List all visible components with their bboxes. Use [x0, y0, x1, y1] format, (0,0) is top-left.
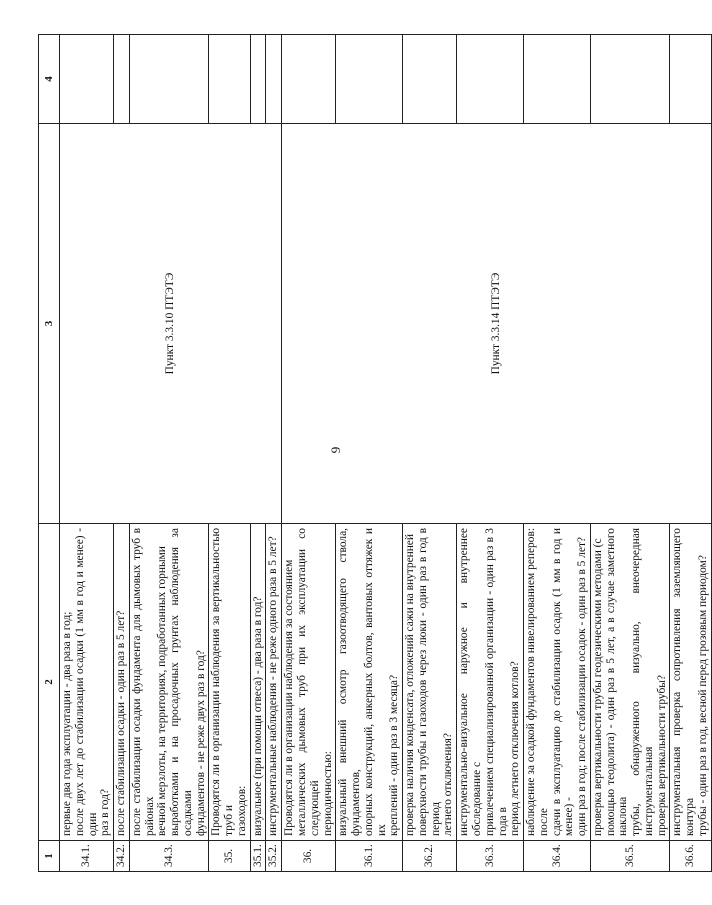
desc-line: один раз в год; после стабилизации осадок - один раз в 5 лет? [576, 537, 589, 836]
desc-line: инструментальные наблюдения - не реже одного раза в 5 лет? [267, 536, 280, 836]
desc-line: визуальный внешний осмотр газоотводящего ствола, фундаментов, [337, 528, 363, 836]
row-number: 34.1. [60, 841, 114, 872]
row-description [524, 524, 591, 841]
row-description [250, 524, 266, 841]
desc-line: после стабилизации осадки фундамента для дымовых труб в районах [130, 528, 156, 836]
desc-line: инструментальная проверка сопротивления заземляющего контура [671, 528, 697, 836]
desc-line: проверка наличия конденсата, отложений сажи на внутренней [404, 534, 417, 836]
table-row [60, 35, 114, 872]
reference-text: Пункт 3.3.14 ПТЭТЭ [490, 272, 503, 375]
col4-cell [250, 35, 266, 124]
desc-line: металлических дымовых труб при их эксплуатации со следующей [296, 528, 321, 836]
rotated-table-container [38, 35, 709, 872]
desc-line: вечной мерзлоты, на территориях, подработанных горными [156, 546, 169, 836]
desc-line: раз в год? [99, 789, 112, 836]
row-number: 35.1. [250, 841, 266, 872]
row-number: 35. [209, 841, 250, 872]
desc-line: трубы, обнаруженного визуально, внеочередная инструментальная [630, 528, 655, 836]
col4-cell [524, 35, 591, 124]
desc-line: выработками и на просадочных грунтах наблюдения за осадками [169, 528, 194, 836]
desc-line: летнего отключения? [442, 733, 455, 836]
col4-cell [129, 35, 209, 124]
desc-line: газоходов: [235, 785, 248, 836]
row-number: 36.2. [403, 841, 457, 872]
desc-line: Проводятся ли в организации наблюдения за состоянием [283, 559, 296, 836]
row-number: 36.1. [336, 841, 403, 872]
desc-line: сдачи в эксплуатацию до стабилизации осадок (1 мм в год и менее) - [550, 528, 576, 836]
col4-cell [114, 35, 130, 124]
col4-cell [670, 35, 711, 124]
desc-line: помощью теодолита) - один раз в 5 лет, а в случае заметного наклона [604, 528, 630, 836]
inspection-table [38, 34, 712, 872]
desc-line: проверка вертикальности трубы? [655, 675, 668, 836]
desc-line: наблюдение за осадкой фундаментов нивелированием реперов: после [525, 528, 550, 836]
row-number: 35.2. [266, 841, 282, 872]
reference-cell [60, 124, 282, 524]
row-description [670, 524, 711, 841]
desc-line: периодичностью: [321, 751, 334, 836]
page-number: 9 [328, 446, 343, 454]
desc-line: после двух лет до стабилизации осадки (1 мм в год и менее) - один [73, 528, 99, 836]
row-description [60, 524, 114, 841]
row-description [590, 524, 670, 841]
row-number: 36.4. [524, 841, 591, 872]
row-description [336, 524, 403, 841]
desc-line: креплений - один раз в 3 месяца? [388, 674, 401, 836]
col4-cell [336, 35, 403, 124]
row-description [457, 524, 524, 841]
row-number: 34.2. [114, 841, 130, 872]
row-number: 34.3. [129, 841, 209, 872]
col4-cell [266, 35, 282, 124]
col4-cell [590, 35, 670, 124]
col4-cell [60, 35, 114, 124]
row-number: 36. [282, 841, 336, 872]
desc-line: Проводятся ли в организации наблюдения за вертикальностью труб и [210, 528, 236, 836]
row-description [282, 524, 336, 841]
desc-line: проверка вертикальности трубы геодезическими методами (с [591, 538, 604, 836]
col4-cell [403, 35, 457, 124]
desc-line: фундаментов - не реже двух раз в год? [194, 650, 207, 836]
desc-line: период летнего отключения котлов? [509, 661, 522, 836]
row-description [129, 524, 209, 841]
reference-cell [282, 124, 712, 524]
desc-line: первые два года эксплуатации - два раза в год; [61, 611, 73, 836]
reference-text: Пункт 3.3.10 ПТЭТЭ [164, 272, 177, 375]
desc-line: после стабилизации осадки - один раз в 5 лет? [115, 610, 128, 836]
desc-line: инструментально-визуальное наружное и внутреннее обследование с [458, 528, 483, 836]
row-number: 36.6. [670, 841, 711, 872]
desc-line: трубы - один раз в год, весной перед грозовым периодом? [696, 555, 709, 836]
row-description [266, 524, 282, 841]
row-number: 36.5. [590, 841, 670, 872]
col4-cell [457, 35, 524, 124]
desc-line: поверхности трубы и газоходов через люки - один раз в год в период [416, 528, 442, 836]
col4-cell [282, 35, 336, 124]
row-description [209, 524, 250, 841]
row-description [403, 524, 457, 841]
desc-line: визуальное (при помощи отвеса) - два раза в год? [251, 596, 264, 836]
row-number: 36.3. [457, 841, 524, 872]
col-header-3: 3 [39, 124, 60, 524]
col-header-1: 1 [39, 841, 60, 872]
col-header-2: 2 [39, 524, 60, 841]
desc-line: привлечением специализированной организации - один раз в 3 года в [483, 528, 509, 836]
col4-cell [209, 35, 250, 124]
desc-line: опорных конструкций, анкерных болтов, вантовых оттяжек и их [362, 528, 388, 836]
header-row [39, 35, 60, 872]
row-description [114, 524, 130, 841]
table-row [282, 35, 336, 872]
col-header-4: 4 [39, 35, 60, 124]
